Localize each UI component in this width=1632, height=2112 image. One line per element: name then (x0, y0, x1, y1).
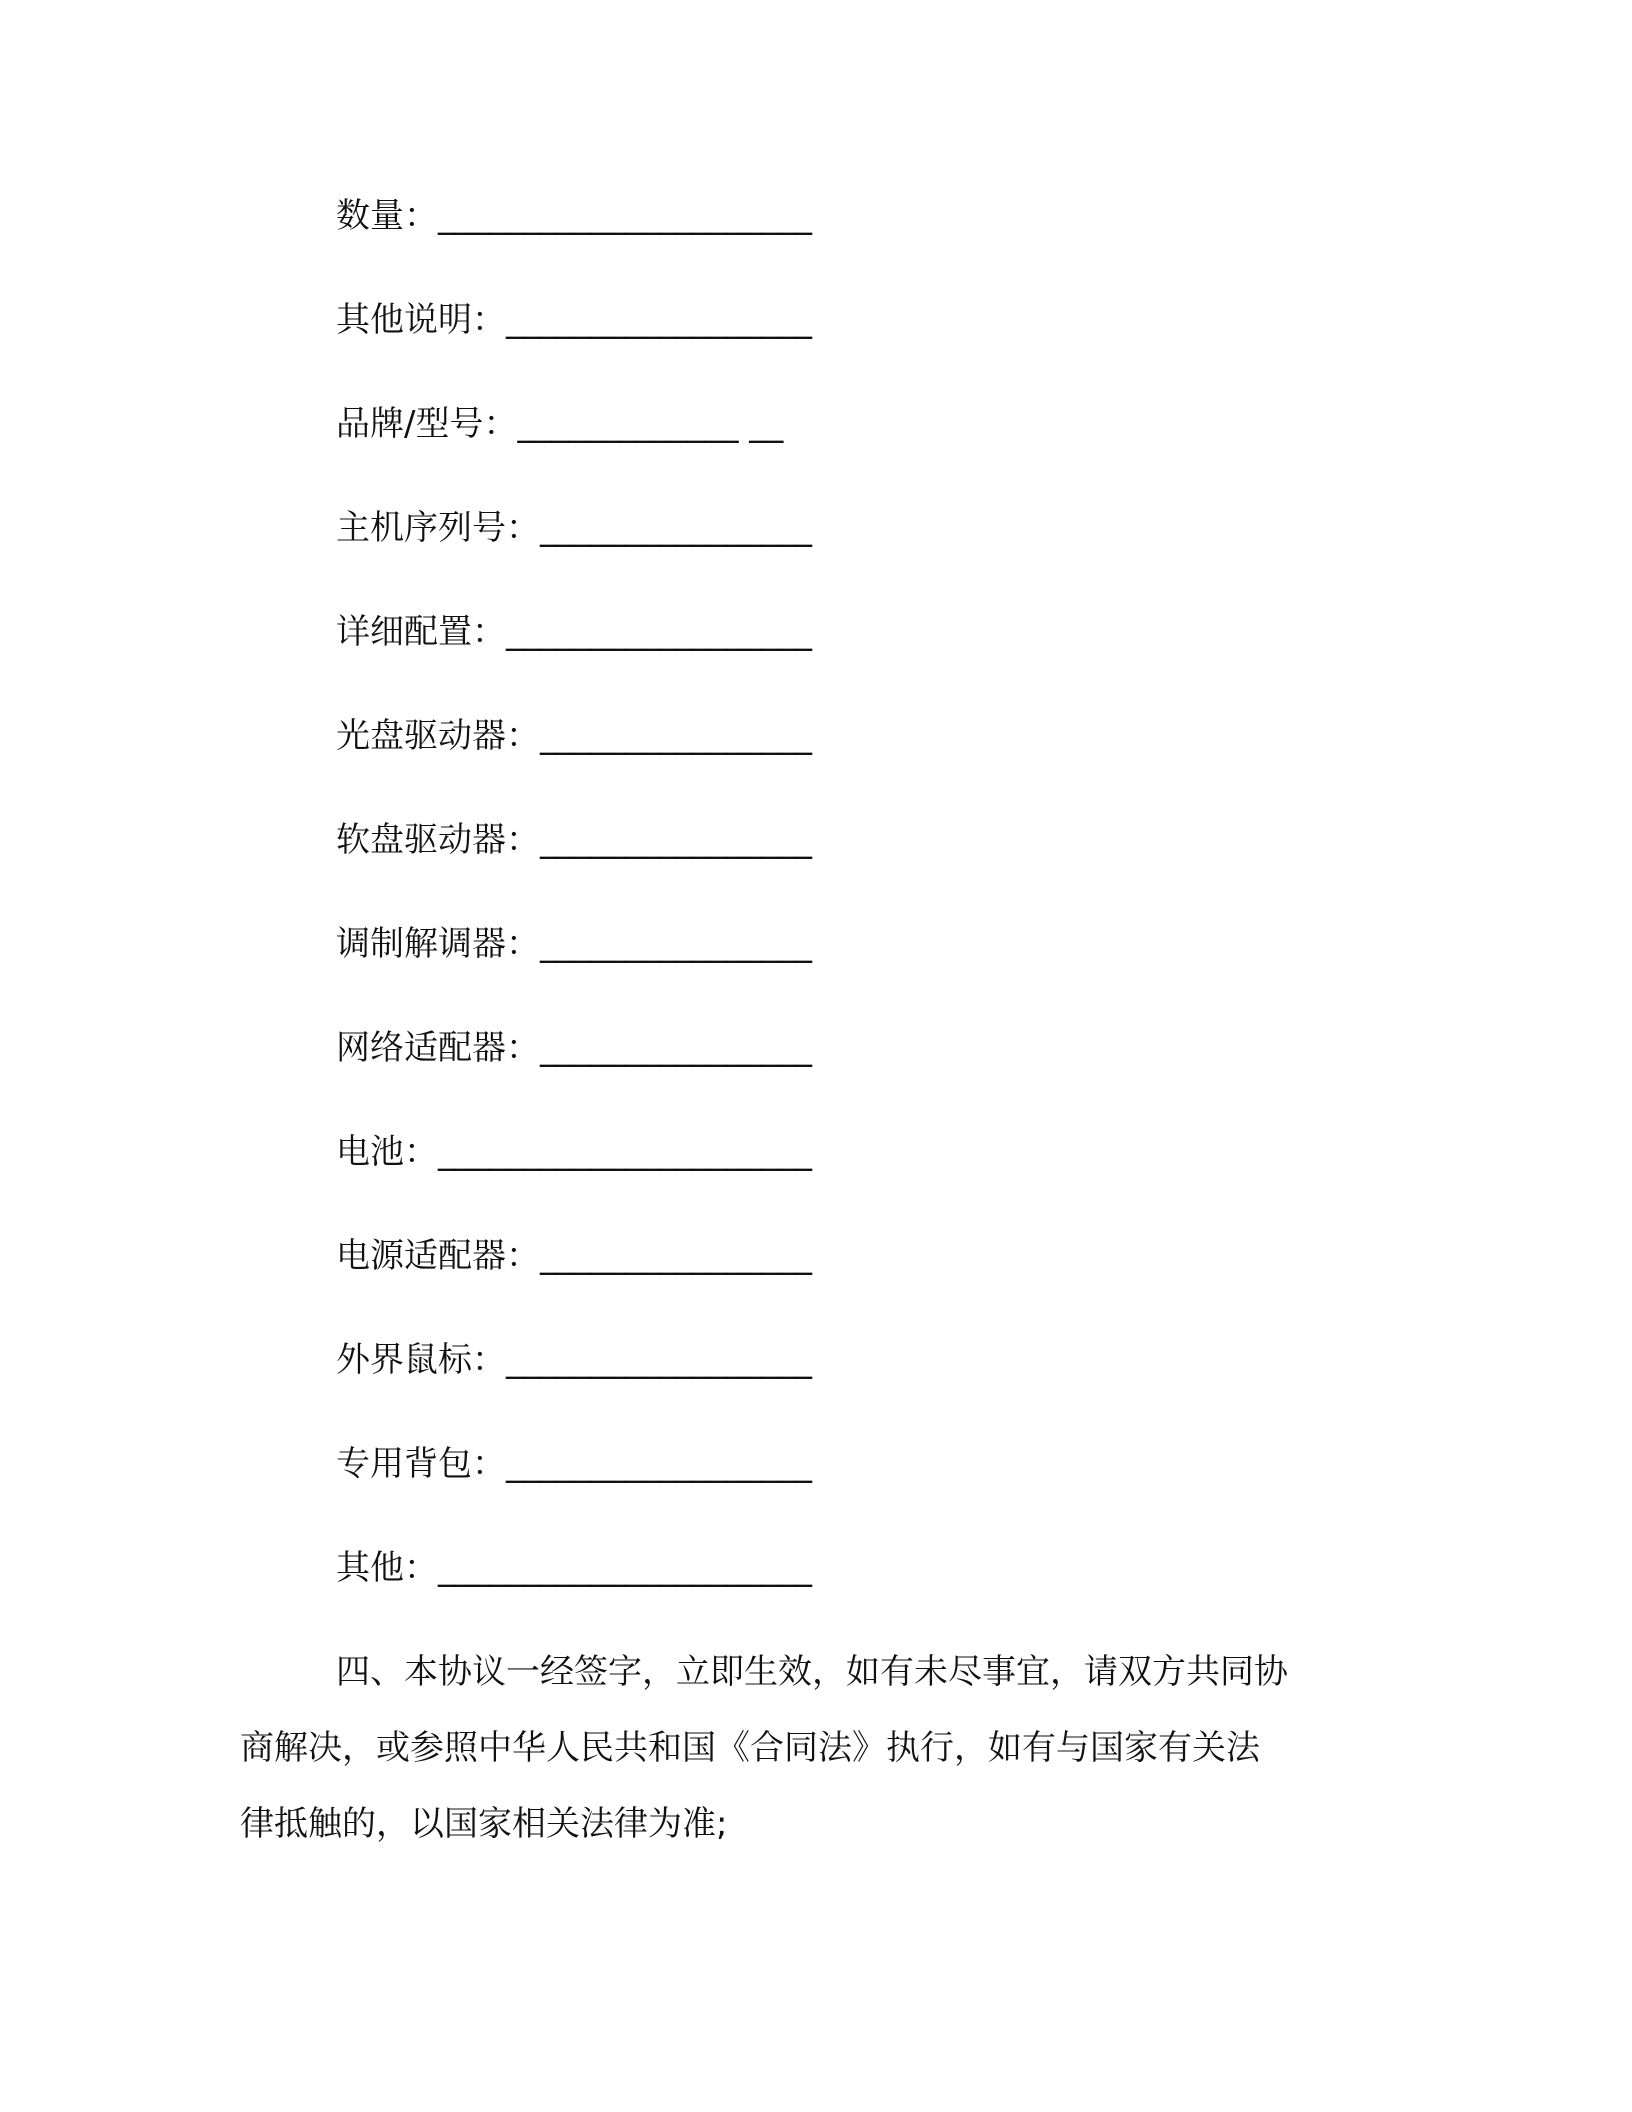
clause-line: 商解决，或参照中华人民共和国《合同法》执行，如有与国家有关法 (240, 1728, 1260, 1768)
field-label: 电源适配器： (336, 1236, 540, 1276)
field-detailed-config (336, 600, 1386, 704)
field-quantity (336, 184, 1386, 288)
field-blank: ______________________ (438, 1132, 812, 1172)
field-battery (336, 1120, 1386, 1224)
clause-four-paragraph (240, 1634, 1390, 1862)
field-blank: __________________ (506, 1444, 812, 1484)
field-brand-model (336, 392, 1386, 496)
field-host-serial (336, 496, 1386, 600)
field-label: 专用背包： (336, 1444, 506, 1484)
field-label: 主机序列号： (336, 508, 540, 548)
field-other (336, 1536, 1386, 1640)
field-label: 网络适配器： (336, 1028, 540, 1068)
field-blank: ________________ (540, 716, 812, 756)
field-power-adapter (336, 1224, 1386, 1328)
field-blank: __________________ (506, 1340, 812, 1380)
field-label: 调制解调器： (336, 924, 540, 964)
field-external-mouse (336, 1328, 1386, 1432)
field-other-notes (336, 288, 1386, 392)
field-label: 品牌/型号： (336, 404, 518, 444)
field-blank: __________________ (506, 300, 812, 340)
clause-line: 四、本协议一经签字，立即生效，如有未尽事宜，请双方共同协 (336, 1652, 1288, 1692)
field-blank: ________________ (540, 508, 812, 548)
field-blank: ________________ (540, 820, 812, 860)
field-blank: ______________________ (438, 1548, 812, 1588)
clause-line: 律抵触的，以国家相关法律为准; (240, 1804, 728, 1844)
field-label: 光盘驱动器： (336, 716, 540, 756)
field-label: 详细配置： (336, 612, 506, 652)
field-network-adapter (336, 1016, 1386, 1120)
field-blank: _____________ __ (517, 404, 784, 444)
field-carry-bag (336, 1432, 1386, 1536)
field-floppy-drive (336, 808, 1386, 912)
field-label: 其他： (336, 1548, 438, 1588)
field-blank: __________________ (506, 612, 812, 652)
field-label: 外界鼠标： (336, 1340, 506, 1380)
field-label: 软盘驱动器： (336, 820, 540, 860)
equipment-field-list (336, 184, 1386, 1640)
field-blank: ________________ (540, 1236, 812, 1276)
field-modem (336, 912, 1386, 1016)
field-optical-drive (336, 704, 1386, 808)
field-blank: ________________ (540, 924, 812, 964)
field-label: 数量： (336, 196, 438, 236)
field-label: 电池： (336, 1132, 438, 1172)
field-blank: ________________ (540, 1028, 812, 1068)
field-label: 其他说明： (336, 300, 506, 340)
field-blank: ______________________ (438, 196, 812, 236)
